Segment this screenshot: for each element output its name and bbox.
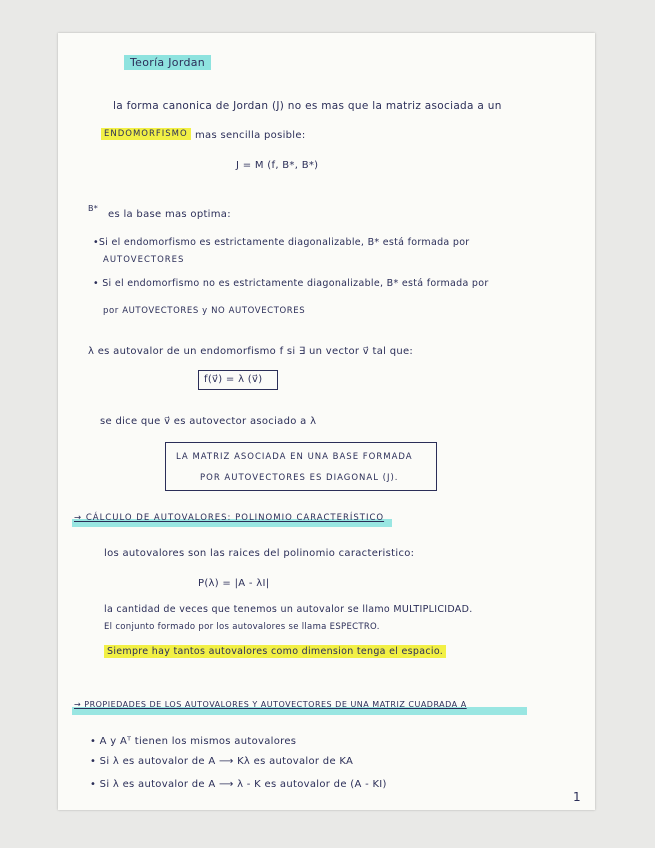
bullet2-line2: por AUTOVECTORES y NO AUTOVECTORES bbox=[103, 306, 306, 316]
calc-multiplicity: la cantidad de veces que tenemos un autovalor se llamo MULTIPLICIDAD. bbox=[104, 604, 473, 615]
calc-spectrum: El conjunto formado por los autovalores se llama ESPECTRO. bbox=[104, 622, 380, 632]
intro-line1: la forma canonica de Jordan (J) no es mas que la matriz asociada a un bbox=[113, 100, 502, 112]
diagonal-box-line1: LA MATRIZ ASOCIADA EN UNA BASE FORMADA bbox=[176, 452, 413, 462]
jordan-formula: J = M (f, B*, B*) bbox=[236, 160, 319, 171]
page-title: Teoría Jordan bbox=[124, 55, 211, 70]
eigenvalue-definition: λ es autovalor de un endomorfismo f si ∃ un vector v⃗ tal que: bbox=[88, 346, 414, 357]
basis-label: B* bbox=[88, 204, 99, 213]
eigen-equation: f(v⃗) = λ (v⃗) bbox=[204, 374, 263, 385]
props-item1: • A y Aᵀ tienen los mismos autovalores bbox=[90, 736, 297, 747]
bullet1-line2: AUTOVECTORES bbox=[103, 255, 185, 265]
intro-line2: mas sencilla posible: bbox=[195, 130, 306, 141]
bullet1-line1: •Si el endomorfismo es estrictamente diagonalizable, B* está formada por bbox=[93, 237, 470, 248]
page-number: 1 bbox=[573, 790, 581, 804]
endomorfismo-highlight: ENDOMORFISMO bbox=[101, 128, 191, 140]
calc-formula: P(λ) = |A - λI| bbox=[198, 578, 270, 589]
props-item3: • Si λ es autovalor de A ⟶ λ - K es autovalor de (A - KI) bbox=[90, 779, 387, 790]
calc-highlight: Siempre hay tantos autovalores como dimension tenga el espacio. bbox=[104, 645, 446, 658]
calc-line1: los autovalores son las raices del polinomio caracteristico: bbox=[104, 548, 415, 559]
eigenvector-said: se dice que v⃗ es autovector asociado a λ bbox=[100, 416, 317, 427]
basis-text: es la base mas optima: bbox=[108, 209, 231, 220]
diagonal-box-line2: POR AUTOVECTORES ES DIAGONAL (J). bbox=[200, 473, 399, 483]
props-heading: → PROPIEDADES DE LOS AUTOVALORES Y AUTOVECTORES DE UNA MATRIZ CUADRADA A bbox=[74, 700, 467, 709]
diagonal-box bbox=[165, 442, 437, 491]
props-item2: • Si λ es autovalor de A ⟶ Kλ es autovalor de KA bbox=[90, 756, 354, 767]
bullet2-line1: • Si el endomorfismo no es estrictamente diagonalizable, B* está formada por bbox=[93, 278, 489, 289]
calc-heading: → CÁLCULO DE AUTOVALORES: POLINOMIO CARACTERÍSTICO bbox=[74, 513, 385, 523]
